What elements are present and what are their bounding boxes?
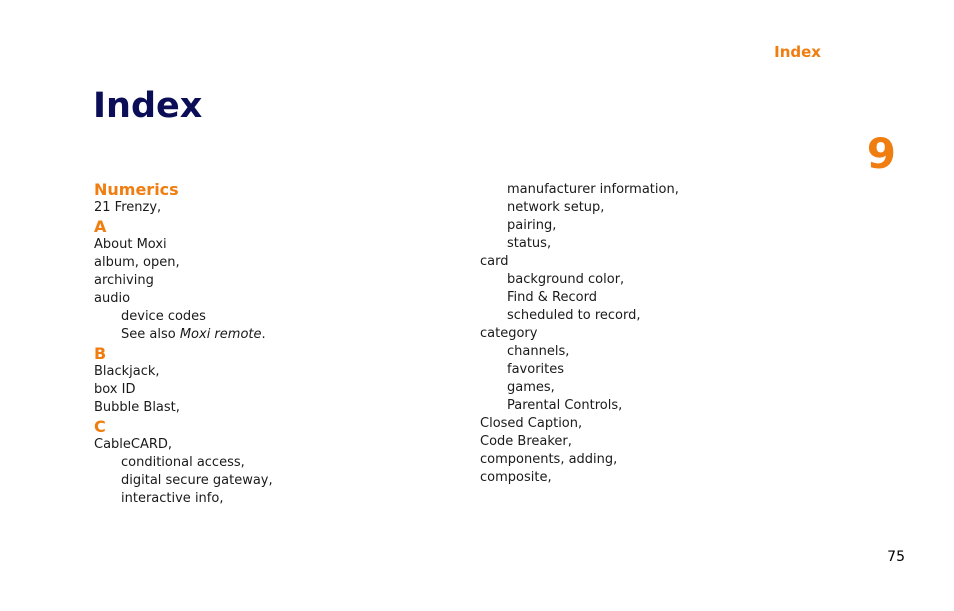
index-entry: category: [480, 326, 538, 341]
index-entry: components, adding,: [480, 452, 618, 467]
page-number: 75: [887, 549, 905, 565]
index-entry: About Moxi: [94, 237, 167, 252]
index-subentry: background color,: [507, 272, 625, 287]
index-subentry: games,: [507, 380, 555, 395]
index-column-right: [480, 181, 679, 487]
section-heading-a: A: [94, 217, 107, 236]
index-entry: Blackjack,: [94, 364, 160, 379]
index-subentry: interactive info,: [121, 491, 224, 506]
index-subentry: Find & Record: [507, 290, 597, 305]
index-subentry: pairing,: [507, 218, 557, 233]
index-entry: card: [480, 254, 509, 269]
index-entry: audio: [94, 291, 131, 306]
index-subentry: network setup,: [507, 200, 605, 215]
page-title: Index: [93, 86, 203, 126]
section-heading-b: B: [94, 344, 107, 363]
index-entry: album, open,: [94, 255, 180, 270]
see-also-reference: Moxi remote: [179, 327, 262, 342]
see-also-prefix: See also: [121, 327, 180, 342]
index-entry: composite,: [480, 470, 552, 485]
index-see-also: [94, 326, 273, 344]
see-also-suffix: .: [261, 327, 266, 342]
index-subentry: conditional access,: [121, 455, 245, 470]
chapter-number: 9: [866, 129, 896, 178]
index-entry: 21 Frenzy,: [94, 200, 162, 215]
index-subentry: status,: [507, 236, 552, 251]
index-entry: CableCARD,: [94, 437, 173, 452]
section-heading-c: C: [94, 417, 106, 436]
index-subentry: manufacturer information,: [507, 182, 679, 197]
index-entry: Closed Caption,: [480, 416, 583, 431]
index-column-left: [94, 180, 273, 508]
section-heading-numerics: Numerics: [94, 180, 179, 199]
index-subentry: scheduled to record,: [507, 308, 641, 323]
running-head: Index: [774, 43, 821, 61]
index-subentry: device codes: [121, 309, 206, 324]
index-entry: box ID: [94, 382, 136, 397]
index-subentry: digital secure gateway,: [121, 473, 273, 488]
index-entry: archiving: [94, 273, 154, 288]
index-subentry: favorites: [507, 362, 565, 377]
index-entry: Code Breaker,: [480, 434, 572, 449]
index-entry: Bubble Blast,: [94, 400, 180, 415]
index-subentry: Parental Controls,: [507, 398, 623, 413]
index-subentry: channels,: [507, 344, 570, 359]
